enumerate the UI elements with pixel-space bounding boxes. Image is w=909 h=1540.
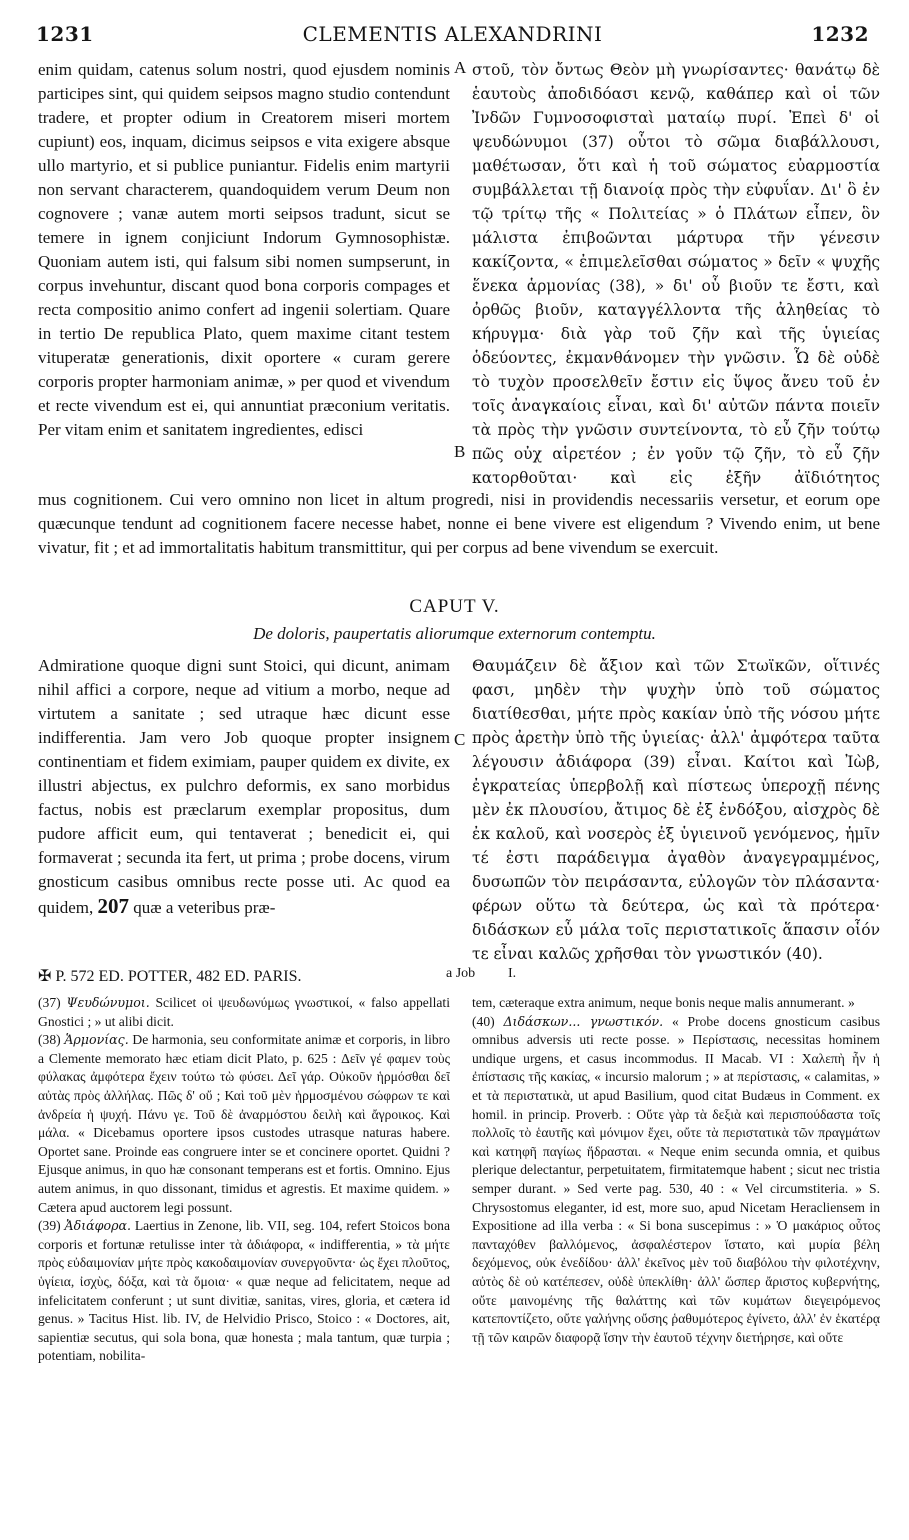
note-38: [38, 1031, 450, 1217]
note-lemma: Ἀδιάφορα.: [64, 1218, 131, 1234]
note-39-continued: tem, cæteraque extra animum, neque bonis neque malis annumerant. »: [472, 995, 855, 1010]
inline-page-number: 207: [97, 894, 129, 918]
note-40: [472, 1013, 880, 1348]
margin-letter-b: B: [454, 442, 466, 461]
notes-right-column: [472, 994, 880, 1524]
footnote-ref: I.: [508, 966, 517, 981]
note-text: « Probe docens gnosticum casibus omnibus adversis uti recte posse. » Περίστασις, necessitas hominem undique urgens, et casus incommodus. II Macab. VI : Χαλεπὴ ἦν ἡ ἐπίστασις τῆς κακίας, « incursio malorum ; » at περίστασις, « calamitas, » et τὰ περιστατικὰ, ut apud Basilium, quod citat Budæus in Comment. ex homil. in princip. Proverb. : Οὔτε γὰρ τὰ δεξιὰ καὶ περισπούδαστα τοῖς πολλοῖς τὸ ἑαυτῆς καὶ μόνιμον ἔχει, οὔτε τὰ περιστατικὰ τῶν πραγμάτων καὶ κατηφῆ παγίως ἥδρασται. « Neque enim secunda omnia, et quibus plerique delectantur, perpetuitatem, firmitatemque habent ; sicut nec tristia semper durant. » Sed verte pag. 530, 40 : « Vel circumstiteria. » S. Chrysostomus eleganter, id est, more suo, apud Nicetam Heracliensem in Expositione ad illa verba : « Si bona suscepimus : » Ὁ μακάριος οὗτος πανταχόθεν βαλλόμενος, ἀσφαλέστερον ἵστατο, καὶ μυρία βέλη δεχόμενος, οὐκ ἐνεδίδου· ἀλλ' ἐκεῖνος μὲν τοῦ διαβόλου τὴν φιλοτέχνην, αὐτὸς δὲ οὐ κατέπεσεν, οὐδὲ ὑπεκλίθη· ἀλλ' ὥσπερ ἄριστος κυβερνήτης, οὔτε μαινομένης τῆς θαλάττης καὶ τῶν κυμάτων διεγειρόμενος κατεποντίζετο, οὔτε γαλήνης οὔσης ῥαθυμότερος ἐγίνετο, ἀλλ' ἐν ἑκατέρᾳ τῇ τῶν καιρῶν διαφορᾷ ἴσην τὴν ἑαυτοῦ τέχνην διετήρησε, καὶ οὔτε: [472, 1013, 880, 1345]
greek-column-top: στοῦ, τὸν ὄντως Θεὸν μὴ γνωρίσαντες· θανάτῳ δὲ ἑαυτοὺς ἀποδιδόασι κενῷ, καθάπερ καὶ οἱ τῶν Ἰνδῶν Γυμνοσοφισταὶ ματαίῳ πυρί. Ἐπεὶ δ' οἱ ψευδώνυμοι (37) οὗτοι τὸ σῶμα διαβάλλουσι, μαθέτωσαν, ὅτι καὶ ἡ τοῦ σώματος εὐαρμοστία συμβάλλεται τῇ διανοίᾳ πρὸς τὴν εὐφυΐαν. Δι' ὃ ἐν τῷ τρίτῳ τῆς « Πολιτείας » ὁ Πλάτων εἶπεν, ὃν μάλιστα ἐπιβοῶνται μάρτυρα τῆν γένεσιν κακίζοντα, « ἐπιμελεῖσθαι σώματος » δεῖν « ψυχῆς ἕνεκα ἁρμονίας (38), » δι' οὗ βιοῦν τε ἔστι, καὶ ὀρθῶς βιοῦν, καταγγέλλοντα τῆς ἀληθείας τὸ κήρυγμα· διὰ γὰρ τοῦ ζῆν καὶ τῆς ὑγιείας ὁδεύοντες, ἐκμανθάνομεν τὴν γνῶσιν. Ὧ δὲ οὐδὲ τὸ τυχὸν προσελθεῖν ἔστιν εἰς ὕψος ἄνευ τοῦ ἐν τοῖς ἀναγκαίοις εἶναι, καὶ δι' αὐτῶν πάντα ποιεῖν τὰ πρὸς τὴν γνῶσιν συντείνοντα, τὸ εὖ ζῆν τούτῳ πῶς οὐχ αἱρετέον ; ἐν γοῦν τῷ ζῆν, τὸ εὖ ζῆν κατορθοῦται· καὶ εἰς ἐξῆν ἀϊδιότητος: [472, 61, 880, 487]
edition-text: P. 572 ED. POTTER, 482 ED. PARIS.: [55, 968, 302, 985]
edition-line: [38, 966, 880, 990]
note-lemma: Ἁρμονίας.: [64, 1032, 129, 1048]
notes-left-column: [38, 994, 450, 1524]
note-label: (37): [38, 995, 61, 1010]
note-text: Laertius in Zenone, lib. VII, seg. 104, refert Stoicos bona corporis et fortunæ retulisse inter τὰ ἀδιάφορα, « indifferentia, » τὰ μήτε πρὸς εὐδαιμονίαν μήτε πρὸς κακοδαιμονίαν συνεργοῦντα· ὡς ἔχει πλοῦτος, ὑγίεια, ἰσχὺς, δόξα, καὶ τὰ ὅμοια· « quæ neque ad felicitatem, neque ad infelicitatem conferunt ; ut sunt divitiæ, sanitas, vires, gloria, et cætera id genus. » Tacitus Hist. lib. IV, de Helvidio Prisco, Stoico : « Doctores, ait, sapientiæ secutus, qui sola bona, quæ honesta ; mala tantum, quæ turpia ; potentiam, nobilita-: [38, 1218, 450, 1364]
chapter-title: CAPUT V.: [409, 596, 500, 617]
chapter-subtitle: De doloris, paupertatis aliorumque externorum contemptu.: [253, 624, 656, 643]
note-lemma: Ψευδώνυμοι.: [66, 995, 150, 1010]
note-lemma: Διδάσκων... γνωστικόν.: [503, 1013, 664, 1029]
footnote-mark: a Job: [446, 966, 476, 981]
note-text: Scilicet οἱ ψευδωνύμως γνωστικοί, « falso appellati Gnostici ; » ut alibi dicit.: [38, 995, 450, 1029]
cross-icon: ✠: [38, 968, 52, 985]
edition-reference: [38, 966, 302, 986]
note-text: De harmonia, seu conformitate animæ et corporis, in libro a Clemente memorato hæc etiam dicit Plato, p. 625 : Δεῖν γέ φαμεν τοὺς φύλακας ἀμφότερα ἔχειν τούτω τὼ φύσει. Δεῖ γάρ. Οὐκοῦν ἡρμόσθαι δεῖ αὐτὰς πρὸς ἀλλήλας. Πῶς δ' οὔ ; Καὶ τοῦ μὲν ἡρμοσμένου σώφρων τε καὶ ἀνδρεία ἡ ψυχή. Πάνυ γε. Τοῦ δὲ ἀναρμόστου δειλὴ καὶ ἄγροικος. Καὶ μάλα. « Dicebamus oportere ipsos custodes utrasque naturas habere. Oportet sane. Proinde eas congruere inter se et concinere oportet. Quidni ? Ejusque animus, in quo hæ consonant temperans est et fortis. Omnino. Ejus autem animus, in quo dissonant, timidus et agrestis. Et maxime quidem. » Cætera apud auctorem legi possunt.: [38, 1032, 450, 1215]
latin-column-top: enim quidam, catenus solum nostri, quod ejusdem nominis participes sint, qui quidem seipsos magno studio contendunt tradere, et propter odium in Creatorem miseri mortem cupiunt) eos, inquam, dicimus seipsos e vita exigere absque ullo martyrio, et si publice puniantur. Fidelis enim martyrii non servant characterem, quandoquidem verum Deum non cognovere ; vanæ autem morti seipsos tradunt, sicut se temere in ignem conjiciunt Indorum Gymnosophistæ. Quoniam autem isti, qui falsum sibi nomen sumpserunt, in corpus invehuntur, discant quod bona corporis compages et recta compositio animo confert ad ingenii solertiam. Quare in tertio De republica Plato, quem maxime citant testem vituperatæ generationis, dixit oportere « curam gerere corporis propter harmoniam animæ, » per quod et vivendum et recte vivendum est ei, qui annuntiat præconium veritatis. Per vitam enim et sanitatem ingredientes, edisci: [38, 60, 450, 439]
note-label: (38): [38, 1032, 61, 1048]
full-width-paragraph: mus cognitionem. Cui vero omnino non licet in altum progredi, nisi in providendis necessariis versetur, et eorum ope quæcunque tendunt ad cognitionem facere necesse habet, nonne ei bene vivere est eligendum ? Vivendo enim, ut bene vivatur, fit ; et ad immortalitatis habitum transmittitur, qui per corpus ad bene vivendum se exercuit.: [38, 490, 880, 557]
note-label: (40): [472, 1013, 495, 1029]
note-37: [38, 994, 450, 1031]
greek-column-chapter: Θαυμάζειν δὲ ἄξιον καὶ τῶν Στωϊκῶν, οἵτινές φασι, μηδὲν τὴν ψυχὴν ὑπὸ τοῦ σώματος διατίθεσθαι, μήτε πρὸς κακίαν ὑπὸ τῆς νόσου μήτε πρὸς ἀρετὴν ὑπὸ τῆς ὑγιείας· ἀλλ' ἀμφότερα ταῦτα λέγουσιν ἀδιάφορα (39) εἶναι. Καίτοι καὶ Ἰὼβ, ἐγκρατείας ὑπερβολῇ καὶ πίστεως ὑπεροχῇ πένης μὲν ἐκ πλουσίου, ἄτιμος δὲ ἐξ ἐνδόξου, αἰσχρὸς δὲ ἐκ καλοῦ, καὶ νοσερὸς ἐξ ὑγιεινοῦ γενόμενος, ἡμῖν τέ ἐστι παράδειγμα ἀγαθὸν ἀναγεγραμμένος, δυσωπῶν τὸν πειράσαντα, εὐλογῶν τὸν πλάσαντα· φέρων οὕτω τὰ δεύτερα, ὡς καὶ τὰ πρότερα· διδάσκων εὖ μάλα τοῖς περιστατικοῖς ἅπασιν οἷόν τε εἶναι καλῶς χρῆσθαι τὸν γνωστικόν (40).: [472, 657, 880, 963]
margin-letter-a: A: [454, 58, 467, 77]
latin-chapter-text: Admiratione quoque digni sunt Stoici, qui dicunt, animam nihil affici a corpore, neque ad vitium a morbo, neque ad virtutem a sanitate ; sed utraque hæc dicunt esse indifferentia. Jam vero Job quoque propter insignem continentiam et fidem eximiam, pauper quidem ex divite, ex illustri abjectus, ex pulchro deformis, ex sano morbidus factus, nobis est præclarum exemplar propositus, dum pudore afficit eum, qui tentaverat ; benedicit ei, qui formaverat ; secunda ita fert, ut prima ; probe docens, virum gnosticum casibus omnibus recte posse uti. Ac quod ea quidem,: [38, 656, 450, 917]
running-title: CLEMENTIS ALEXANDRINI: [302, 22, 603, 46]
latin-column-chapter: [38, 654, 450, 966]
note-39: [38, 1217, 450, 1366]
margin-letter-c: C: [454, 730, 466, 749]
latin-chapter-text-end: quæ a veteribus præ-: [133, 898, 276, 917]
running-head: [36, 22, 869, 52]
page-number-left: 1231: [36, 22, 94, 46]
note-label: (39): [38, 1218, 61, 1234]
page-number-right: 1232: [811, 22, 869, 46]
